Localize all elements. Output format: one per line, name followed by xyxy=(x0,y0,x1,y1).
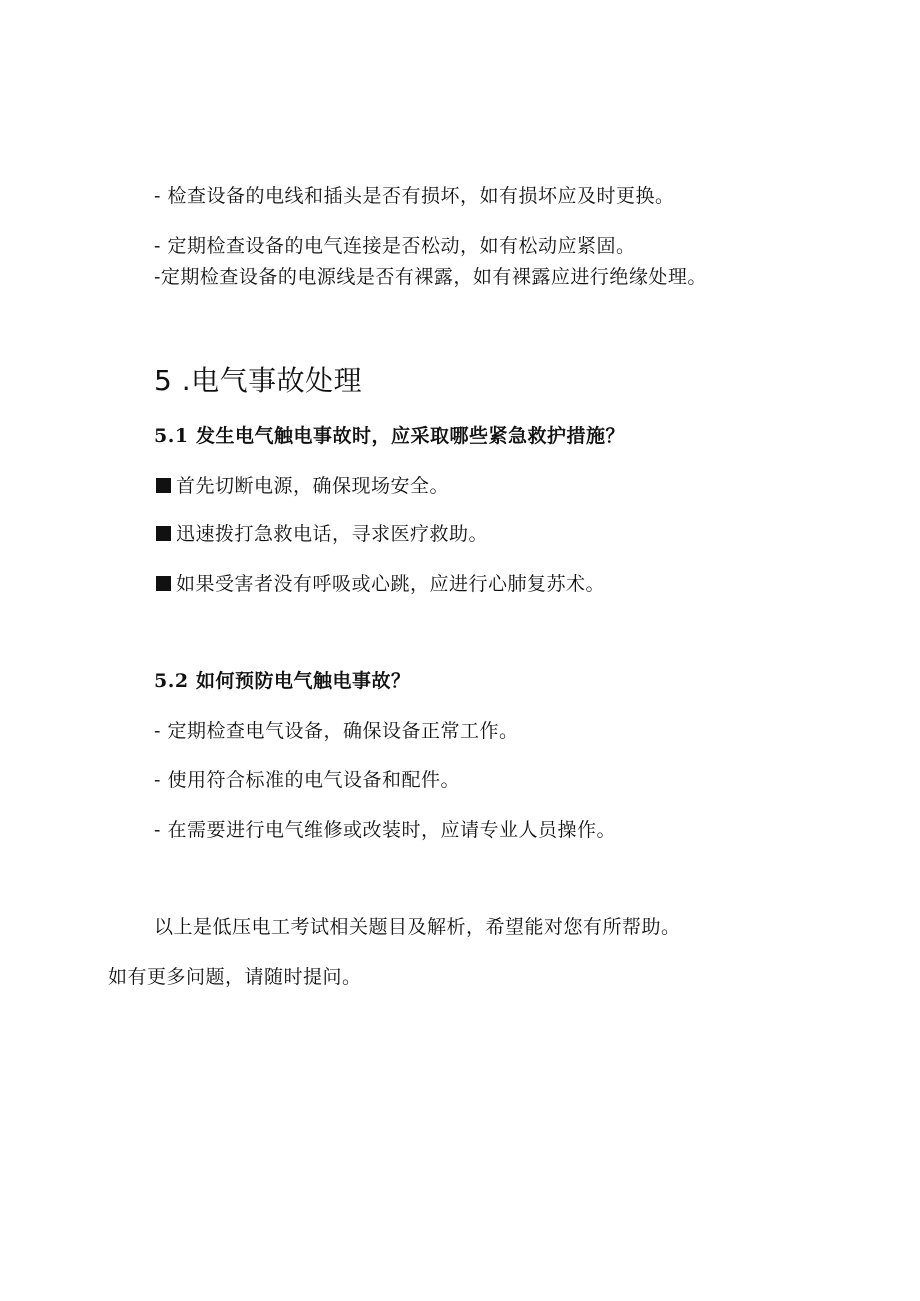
dash-item: - 使用符合标准的电气设备和配件。 xyxy=(154,769,460,791)
dash-item: - 检查设备的电线和插头是否有损坏，如有损坏应及时更换。 xyxy=(154,185,675,207)
question-number: 5.2 xyxy=(154,670,189,692)
dash-item: - 在需要进行电气维修或改装时，应请专业人员操作。 xyxy=(154,819,616,841)
square-bullet-icon xyxy=(156,526,171,541)
square-bullet-icon xyxy=(156,478,171,493)
question-heading xyxy=(154,424,625,448)
bullet-text: 如果受害者没有呼吸或心跳，应进行心肺复苏术。 xyxy=(176,573,606,595)
question-heading xyxy=(154,669,411,693)
dash-item: - 定期检查电气设备，确保设备正常工作。 xyxy=(154,720,519,742)
dash-item: - 定期检查设备的电气连接是否松动，如有松动应紧固。 xyxy=(154,235,636,257)
question-number: 5.1 xyxy=(154,425,189,447)
bullet-item xyxy=(156,522,488,546)
section-title: 5 .电气事故处理 xyxy=(154,364,363,397)
bullet-text: 迅速拨打急救电话，寻求医疗救助。 xyxy=(176,523,489,545)
question-text: 发生电气触电事故时，应采取哪些紧急救护措施？ xyxy=(196,425,626,447)
bullet-text: 首先切断电源，确保现场安全。 xyxy=(176,475,450,497)
dash-item: -定期检查设备的电源线是否有裸露，如有裸露应进行绝缘处理。 xyxy=(154,266,707,288)
closing-line: 如有更多问题，请随时提问。 xyxy=(108,966,362,988)
closing-line: 以上是低压电工考试相关题目及解析，希望能对您有所帮助。 xyxy=(154,916,681,938)
bullet-item xyxy=(156,572,605,596)
square-bullet-icon xyxy=(156,576,171,591)
bullet-item xyxy=(156,474,449,498)
question-text: 如何预防电气触电事故？ xyxy=(196,670,411,692)
